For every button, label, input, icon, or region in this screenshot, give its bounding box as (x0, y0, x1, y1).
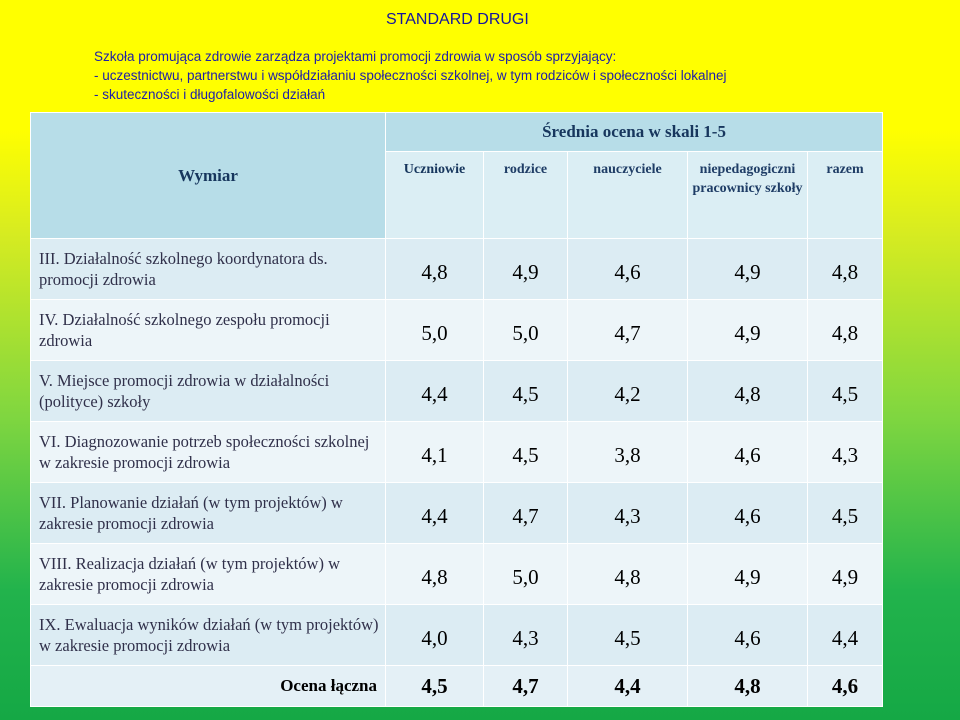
column-header-parents: rodzice (484, 152, 568, 239)
table-row (31, 300, 883, 361)
table-row (31, 605, 883, 666)
cell-value: 4,8 (568, 544, 688, 605)
cell-value: 4,9 (688, 239, 808, 300)
row-label: III. Działalność szkolnego koordynatora ds. promocji zdrowia (31, 239, 386, 300)
intro-line: - skuteczności i długofalowości działań (94, 87, 326, 102)
cell-value: 4,6 (568, 239, 688, 300)
total-label: Ocena łączna (31, 666, 386, 707)
cell-value: 4,5 (808, 361, 883, 422)
cell-value: 4,9 (688, 544, 808, 605)
total-value: 4,5 (386, 666, 484, 707)
table-row (31, 544, 883, 605)
cell-value: 4,8 (386, 544, 484, 605)
cell-value: 4,2 (568, 361, 688, 422)
table-row (31, 239, 883, 300)
intro-line: Szkoła promująca zdrowie zarządza projektami promocji zdrowia w sposób sprzyjający: (94, 49, 617, 64)
ratings-table (30, 112, 883, 707)
cell-value: 3,8 (568, 422, 688, 483)
cell-value: 4,7 (568, 300, 688, 361)
column-header-total: razem (808, 152, 883, 239)
row-label: VIII. Realizacja działań (w tym projektów) w zakresie promocji zdrowia (31, 544, 386, 605)
cell-value: 4,6 (688, 605, 808, 666)
cell-value: 4,9 (688, 300, 808, 361)
cell-value: 4,4 (386, 361, 484, 422)
cell-value: 4,7 (484, 483, 568, 544)
row-label: VI. Diagnozowanie potrzeb społeczności szkolnej w zakresie promocji zdrowia (31, 422, 386, 483)
row-label: VII. Planowanie działań (w tym projektów) w zakresie promocji zdrowia (31, 483, 386, 544)
cell-value: 4,3 (484, 605, 568, 666)
header-average-group: Średnia ocena w skali 1-5 (386, 113, 883, 152)
cell-value: 4,6 (688, 483, 808, 544)
cell-value: 4,4 (386, 483, 484, 544)
table-row (31, 483, 883, 544)
row-label: IV. Działalność szkolnego zespołu promocji zdrowia (31, 300, 386, 361)
cell-value: 4,0 (386, 605, 484, 666)
row-label: V. Miejsce promocji zdrowia w działalności (polityce) szkoły (31, 361, 386, 422)
cell-value: 4,5 (568, 605, 688, 666)
cell-value: 4,5 (484, 422, 568, 483)
cell-value: 4,8 (808, 300, 883, 361)
cell-value: 5,0 (484, 544, 568, 605)
total-row (31, 666, 883, 707)
cell-value: 4,1 (386, 422, 484, 483)
cell-value: 4,6 (688, 422, 808, 483)
intro-text (94, 47, 874, 104)
cell-value: 4,4 (808, 605, 883, 666)
row-label: IX. Ewaluacja wyników działań (w tym projektów) w zakresie promocji zdrowia (31, 605, 386, 666)
column-header-teachers: nauczyciele (568, 152, 688, 239)
table-row (31, 422, 883, 483)
total-value: 4,8 (688, 666, 808, 707)
cell-value: 4,9 (808, 544, 883, 605)
cell-value: 4,8 (808, 239, 883, 300)
cell-value: 4,8 (688, 361, 808, 422)
cell-value: 4,5 (484, 361, 568, 422)
page-title: STANDARD DRUGI (386, 11, 529, 28)
total-value: 4,6 (808, 666, 883, 707)
cell-value: 4,8 (386, 239, 484, 300)
header-dimension: Wymiar (31, 113, 386, 239)
cell-value: 5,0 (386, 300, 484, 361)
cell-value: 5,0 (484, 300, 568, 361)
intro-line: - uczestnictwu, partnerstwu i współdziałaniu społeczności szkolnej, w tym rodziców i społeczności lokalnej (94, 68, 727, 83)
table-row (31, 361, 883, 422)
total-value: 4,4 (568, 666, 688, 707)
column-header-students: Uczniowie (386, 152, 484, 239)
column-header-staff: niepedagogiczni pracownicy szkoły (688, 152, 808, 239)
cell-value: 4,5 (808, 483, 883, 544)
cell-value: 4,9 (484, 239, 568, 300)
total-value: 4,7 (484, 666, 568, 707)
cell-value: 4,3 (568, 483, 688, 544)
cell-value: 4,3 (808, 422, 883, 483)
